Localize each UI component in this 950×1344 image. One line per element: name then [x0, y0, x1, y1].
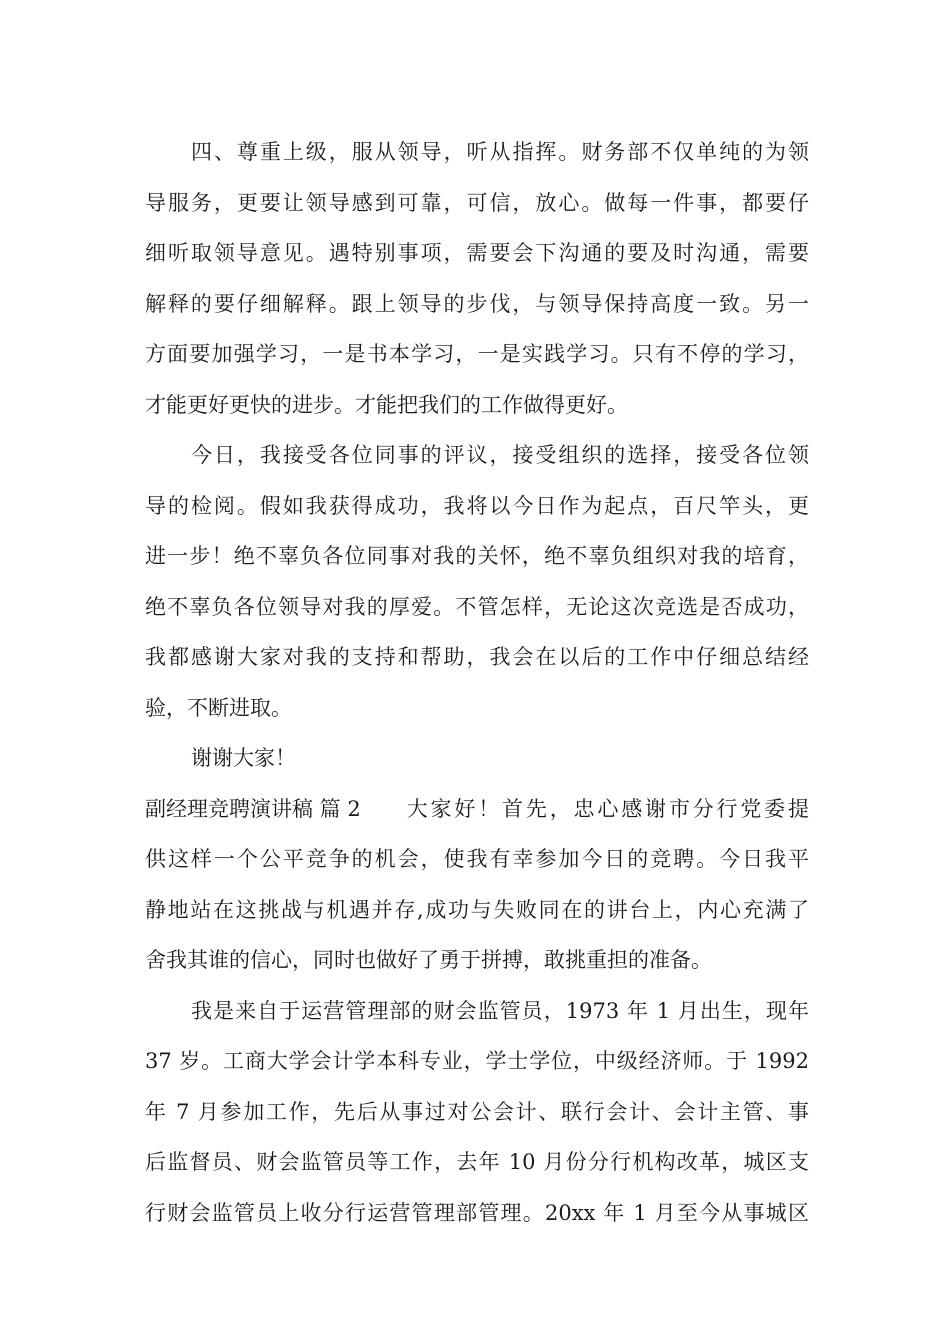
text-line: 舍我其谁的信心，同时也做好了勇于拼搏，敢挑重担的准备。: [145, 948, 712, 972]
text-line: 四、尊重上级，服从领导，听从指挥。财务部不仅单纯的为领: [191, 140, 809, 164]
text-line: 方面要加强学习，一是书本学习，一是实践学习。只有不停的学习，: [145, 342, 809, 366]
paragraph-self-introduction: [145, 986, 809, 1239]
text-line: 大家好！首先，忠心感谢市分行党委提: [406, 796, 809, 821]
paragraph-respect-superiors: [145, 127, 809, 430]
section-2: [145, 784, 809, 986]
document-body: [145, 127, 809, 1238]
section-heading-line: [145, 784, 809, 835]
text-line: 才能更好更快的进步。才能把我们的工作做得更好。: [145, 392, 628, 417]
text-line: 年 7 月参加工作，先后从事过对公会计、联行会计、会计主管、事: [145, 1099, 809, 1124]
text-line: 细听取领导意见。遇特别事项，需要会下沟通的要及时沟通，需要: [145, 241, 809, 265]
text-line: 今日，我接受各位同事的评议，接受组织的选择，接受各位领: [191, 443, 809, 467]
section-title: 副经理竞聘演讲稿 篇 2: [145, 796, 361, 821]
text-line: 导服务，更要让领导感到可靠，可信，放心。做每一件事，都要仔: [145, 190, 809, 215]
text-line: 导的检阅。假如我获得成功，我将以今日作为起点，百尺竿头，更: [145, 493, 809, 518]
text-line: 后监督员、财会监管员等工作，去年 10 月份分行机构改革，城区支: [145, 1150, 809, 1174]
text-line: 行财会监管员上收分行运营管理部管理。20xx 年 1 月至今从事城区: [145, 1200, 809, 1225]
text-line: 绝不辜负各位领导对我的厚爱。不管怎样，无论这次竞选是否成功，: [145, 594, 809, 619]
text-line: 供这样一个公平竞争的机会，使我有幸参加今日的竞聘。今日我平: [145, 847, 809, 871]
text-line: 静地站在这挑战与机遇并存,成功与失败同在的讲台上，内心充满了: [145, 897, 809, 922]
text-line: 进一步！绝不辜负各位同事对我的关怀，绝不辜负组织对我的培育，: [145, 544, 809, 568]
text-line: 我是来自于运营管理部的财会监管员，1973 年 1 月出生，现年: [191, 998, 809, 1023]
text-line: 我都感谢大家对我的支持和帮助，我会在以后的工作中仔细总结经: [145, 645, 809, 669]
paragraph-accept-evaluation: [145, 430, 809, 733]
text-line: 解释的要仔细解释。跟上领导的步伐，与领导保持高度一致。另一: [145, 291, 809, 316]
thanks-line: 谢谢大家！: [191, 746, 296, 770]
text-line: 37 岁。工商大学会计学本科专业，学士学位，中级经济师。于 1992: [145, 1049, 809, 1073]
text-line: 验，不断进取。: [145, 695, 292, 720]
